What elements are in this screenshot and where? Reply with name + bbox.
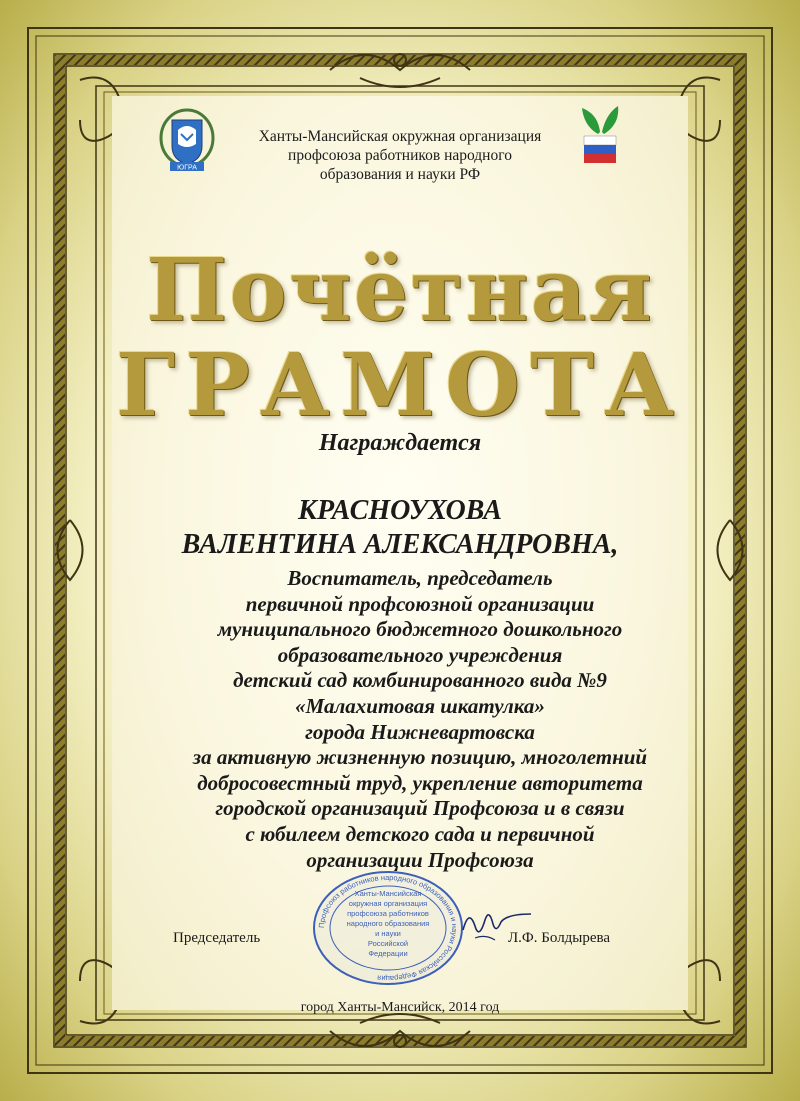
certificate-title: Почётная — [146, 240, 654, 341]
organization-line: Ханты-Мансийская окружная организация — [258, 128, 542, 145]
stamp-line: Федерации — [368, 949, 408, 958]
place-and-year: город Ханты-Мансийск, 2014 год — [300, 1000, 500, 1015]
reason-line: города Нижневартовска — [305, 719, 535, 744]
recipient-name — [0, 494, 800, 562]
reason-line: Воспитатель, председатель — [287, 566, 553, 590]
stamp-line: и науки — [375, 929, 401, 938]
trade-union-logo-icon — [578, 104, 622, 166]
organization-header — [200, 127, 600, 184]
organization-line: профсоюза работников народного — [288, 147, 512, 164]
official-stamp — [310, 868, 466, 988]
award-reason — [0, 566, 800, 873]
certificate-subtitle: ГРАМОТА — [115, 335, 685, 436]
stamp-line: профсоюза работников — [347, 909, 429, 918]
reason-line: первичной профсоюзной организации — [245, 591, 595, 616]
signatory-role: Председатель — [173, 930, 261, 946]
recipient-given-names: ВАЛЕНТИНА АЛЕКСАНДРОВНА, — [181, 529, 619, 560]
reason-line: добросовестный труд, укрепление авторитета — [197, 770, 643, 795]
recipient-surname: КРАСНОУХОВА — [298, 495, 502, 526]
signatory-name: Л.Ф. Болдырева — [508, 930, 611, 946]
reason-line: «Малахитовая шкатулка» — [295, 693, 545, 718]
organization-line: образования и науки РФ — [319, 166, 481, 183]
reason-line: организации Профсоюза — [306, 847, 534, 872]
reason-line: образовательного учреждения — [277, 642, 563, 667]
stamp-outer-text: Профсоюз работников народного образования и науки Российская Федерация — [316, 872, 460, 984]
reason-line: детский сад комбинированного вида №9 — [233, 668, 607, 693]
stamp-line: народного образования — [346, 919, 430, 928]
stamp-line: Ханты-Мансийская — [354, 889, 422, 898]
reason-line: с юбилеем детского сада и первичной — [245, 821, 595, 846]
reason-line: муниципального бюджетного дошкольного — [217, 617, 623, 642]
awarded-label: Награждается — [318, 430, 482, 456]
reason-line: за активную жизненную позицию, многолетний — [192, 745, 648, 770]
reason-line: городской организаций Профсоюза и в связи — [215, 796, 625, 821]
stamp-line: окружная организация — [348, 899, 428, 908]
emblem-caption: ЮГРА — [177, 164, 197, 172]
stamp-line: Российской — [367, 939, 409, 948]
